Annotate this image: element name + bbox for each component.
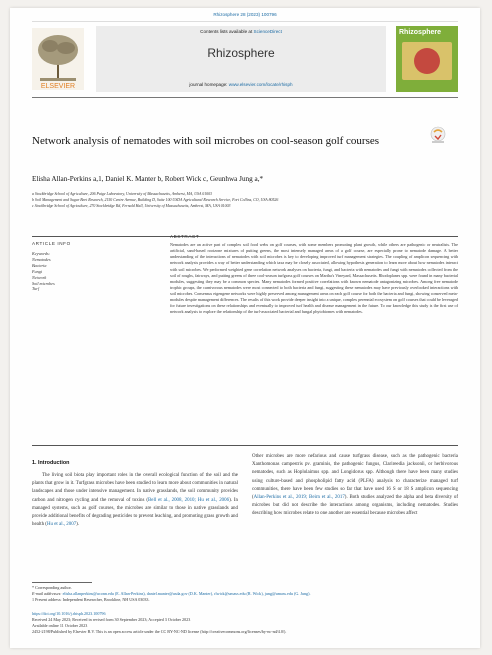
journal-banner — [96, 26, 386, 92]
email-addresses: E-mail addresses: elisha.allanperkins@uconn.edu (E. Allan-Perkins), daniel.manter@usda.gov (D.K. Manter), rlwick@umass.edu (R. Wick), jung@umass.edu (G. Jung). — [32, 591, 311, 597]
cover-title: Rhizosphere — [399, 29, 442, 36]
keyword-item: Network — [32, 274, 47, 280]
footnote-divider — [32, 582, 92, 583]
corresponding-author-note: * Corresponding author. — [32, 585, 72, 590]
check-for-updates-icon[interactable] — [430, 126, 446, 144]
abstract-heading: ABSTRACT — [170, 234, 200, 239]
present-address-note: 1 Present address: Independent Researcher, Brookline, NH USA 03033. — [32, 597, 150, 603]
abstract-text: Nematodes are an active part of complex soil food webs on golf courses, with some members promoting plant growth, while others are pathogenic or neutralists. The artificial, sand-based rootzone mixtures of putting greens, the most intensely managed areas of a golf course, are especially prone to nematode damage. A better understanding of the interactions of nematodes with soil microbes is key to developing improved turf management strategies. The coupling of amplicon sequencing with network analysis provides a way of better understanding which taxa may be closely associated, allowing hypothesis generation to learn more about how nematodes interact with soil microbes. We performed weighted gene correlation network analyses on bacteria, fungi, and bacteria with nematodes and fungi with nematodes collected from the soil of roughs, fairways, and putting greens of three cool-season turfgrass golf courses on Martha's Vineyard, Massachusetts. Rhodoplanes spp. were found in many bacterial modules, suggesting they may be a common species. Many nematodes formed positive correlations with known nematode antagonizing microbes. Among free nematode trophic groups, the carnivorous nematodes were most connected to both bacteria and fungi, suggesting these nematodes may have previously overlooked interactions with soil microbes. Consensus eigengene networks were highly preserved among management areas on each golf course for both the bacteria and fungi, showing conserved meta-modules despite management differences. The results of this work provide deeper insight into a unique, complex perennial ecosystem on golf courses that could be leveraged for future investigations on these relationships and eventually to improved turf health and disease management in the future. To our knowledge this study is the first use of network analysis to explore the relationship of the turf-associated bacterial and fungal phytobiomes with nematodes. — [170, 242, 458, 315]
keyword-item: Bacteria — [32, 262, 47, 268]
divider-bottom — [32, 445, 458, 446]
publication-info — [32, 611, 458, 635]
keyword-item: Nematodes — [32, 256, 51, 262]
introduction-heading: 1. Introduction — [32, 460, 70, 466]
keyword-item: Turf — [32, 286, 39, 292]
keyword-item: Soil microbes — [32, 280, 55, 286]
cover-image-detail — [414, 48, 440, 74]
keywords-label: Keywords: — [32, 251, 50, 256]
article-page — [10, 8, 480, 648]
journal-reference[interactable]: Rhizosphere 28 (2023) 100796 — [213, 12, 277, 17]
affiliation-c: c Stockbridge School of Agriculture, 270 Stockbridge Rd, Fernald Hall, University of Massachusetts, Amherst, MA, USA 01003 — [32, 204, 231, 208]
homepage-link[interactable]: www.elsevier.com/locate/rhisph — [228, 82, 293, 87]
publisher-wordmark: ELSEVIER — [40, 83, 76, 90]
article-title: Network analysis of nematodes with soil microbes on cool-season golf courses — [32, 135, 380, 147]
received-dates: Received 24 May 2023; Received in revised form 30 September 2023; Accepted 3 October 2023 — [32, 617, 191, 622]
email-links[interactable]: elisha.allanperkins@uconn.edu (E. Allan-Perkins), daniel.manter@usda.gov (D.K. Manter), rlwick@umass.edu (R. Wick), jung@umass.edu (G. Jung). — [62, 591, 311, 597]
citation-link[interactable]: Allan-Perkins et al., 2019; Beirn et al., 2017 — [253, 495, 345, 501]
footnotes — [32, 585, 458, 603]
affiliation-a: a Stockbridge School of Agriculture, 206 Paige Laboratory, University of Massachusetts, Amherst, MA, USA 01003 — [32, 192, 212, 196]
journal-cover[interactable] — [396, 26, 458, 92]
article-info-heading: ARTICLE INFO — [32, 241, 71, 246]
license-note: 2452-2198/Published by Elsevier B.V. This is an open access article under the CC BY-NC-ND license (http://creativecommons.org/licenses/by-nc-nd/4.0/). — [32, 629, 287, 634]
citation-link[interactable]: Hu et al., 2007 — [46, 522, 77, 528]
journal-title: Rhizosphere — [207, 46, 275, 60]
introduction-left-column: The living soil biota play important roles in the overall ecological function of the soil and the plants that grow in it. Turfgrass microbes have been studied to learn more about communities in natural landscapes and those under intensive management. In native grasslands, the soil community provides carbon and nitrogen cycling and the removal of toxins (Bell et al., 2008, 2010; Hu et al., 2006). In managed systems, such as golf courses, the microbes are similar to those in native grasslands and provide additional benefits of degrading pesticides to prevent leaching, and promoting grass growth and health (Hu et al., 2007). — [32, 473, 238, 528]
sciencedirect-link[interactable]: ScienceDirect — [253, 29, 282, 34]
online-date: Available online 11 October 2023 — [32, 623, 88, 628]
divider-top — [32, 236, 458, 237]
contents-line: Contents lists available at ScienceDirect — [200, 29, 282, 34]
author-list: Elisha Allan-Perkins a,1, Daniel K. Manter b, Robert Wick c, Geunhwa Jung a,* — [32, 175, 264, 183]
affiliation-b: b Soil Management and Sugar Beet Research, 2150 Centre Avenue, Building D, Suite 100 USDA Agricultural Research Service, Fort Collins, CO, USA 80526 — [32, 198, 279, 202]
introduction-right-column: Other microbes are more nefarious and cause turfgrass disease, such as the pathogenic bacteria Xanthomonas campestris pv. graminis, the pathogenic fungus, Clarireedia jacksonii, or herbivorous nematodes, such as Hoplolaimus spp. and Longidorus spp. Although there have been many studies using culture-based and phospholipid fatty acid (PLFA) analysis to characterize managed turf communities, there have been few studies so far that have used 16 S or 18 S amplicon sequencing (Allan-Perkins et al., 2019; Beirn et al., 2017). Both studies analyzed the alpha and beta diversity of microbes but did not describe the interactions among organisms, including nematodes. Studies describing how microbes relate to one another are essential because microbes affect — [252, 454, 458, 517]
journal-header — [32, 21, 458, 98]
affiliations — [32, 191, 458, 209]
keywords-list — [32, 251, 142, 292]
elsevier-tree-logo[interactable] — [32, 28, 84, 90]
citation-link[interactable]: Bell et al., 2008, 2010; Hu et al., 2006 — [148, 497, 230, 503]
keyword-item: Fungi — [32, 268, 43, 274]
doi-link[interactable]: https://doi.org/10.1016/j.rhisph.2023.100796 — [32, 611, 106, 616]
homepage-line: journal homepage: www.elsevier.com/locate/rhisph — [189, 82, 293, 87]
